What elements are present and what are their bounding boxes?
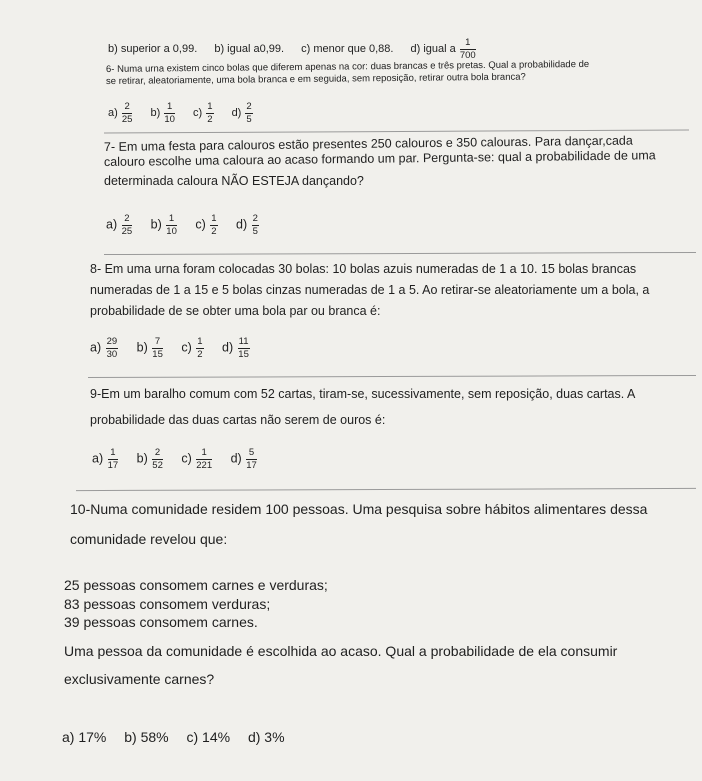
q6-option-a: a) $\frac{2}{25}$ bbox=[108, 101, 133, 125]
q10-text-line2: comunidade revelou que: bbox=[70, 531, 228, 547]
q9-option-d: d) $\frac{5}{17}$ bbox=[230, 447, 257, 471]
q10-text-line1: 10-Numa comunidade residem 100 pessoas. Uma pesquisa sobre hábitos alimentares dessa bbox=[70, 501, 648, 517]
q6-option-c: c) $\frac{1}{2}$ bbox=[192, 101, 213, 125]
q5-option-b2: b) igual a0,99. bbox=[214, 42, 285, 55]
divider bbox=[88, 375, 696, 378]
q7-options bbox=[106, 214, 274, 236]
q9-text-line2: probabilidade das duas cartas não serem de ouros é: bbox=[90, 413, 386, 427]
q9-option-c: c) $\frac{1}{221}$ bbox=[181, 447, 213, 471]
q10-question-line1: Uma pessoa da comunidade é escolhida ao acaso. Qual a probabilidade de ela consumir bbox=[64, 643, 618, 659]
q10-fact-3: 39 pessoas consomem carnes. bbox=[64, 614, 258, 630]
q9-text-line1: 9-Em um baralho comum com 52 cartas, tiram-se, sucessivamente, sem reposição, duas cartas. A bbox=[90, 387, 636, 401]
q7-text-line3: determinada caloura NÃO ESTEJA dançando? bbox=[104, 174, 364, 188]
q5-option-c: c) menor que 0,88. bbox=[301, 42, 394, 55]
q6-options bbox=[108, 102, 268, 124]
q10-option-a: a) 17% bbox=[62, 729, 107, 745]
q8-text-line1: 8- Em uma urna foram colocadas 30 bolas: 10 bolas azuis numeradas de 1 a 10. 15 bolas brancas bbox=[90, 262, 637, 276]
q5-option-b1: b) superior a 0,99. bbox=[108, 42, 198, 55]
q7-option-b: b) $\frac{1}{10}$ bbox=[150, 213, 177, 237]
q5-option-d: d) igual a $\frac{1}{700}$ bbox=[410, 37, 476, 61]
q8-option-b: b) $\frac{7}{15}$ bbox=[136, 336, 163, 360]
q10-fact-1: 25 pessoas consomem carnes e verduras; bbox=[64, 577, 328, 593]
q5-options bbox=[108, 38, 491, 60]
q8-option-c: c) $\frac{1}{2}$ bbox=[181, 336, 203, 360]
q6-text-line1: 6- Numa urna existem cinco bolas que diferem apenas na cor: duas brancas e três pretas. Qual a probabilidade de bbox=[105, 58, 590, 75]
q10-option-c: c) 14% bbox=[186, 729, 231, 745]
q7-option-a: a) $\frac{2}{25}$ bbox=[106, 213, 133, 237]
q7-option-d: d) $\frac{2}{5}$ bbox=[236, 213, 258, 237]
q7-option-c: c) $\frac{1}{2}$ bbox=[195, 213, 217, 237]
divider bbox=[104, 252, 696, 255]
q8-text-line3: probabilidade de se obter uma bola par ou branca é: bbox=[90, 304, 381, 318]
q10-option-d: d) 3% bbox=[247, 729, 285, 745]
q8-option-a: a) $\frac{29}{30}$ bbox=[90, 336, 118, 360]
q9-option-b: b) $\frac{2}{52}$ bbox=[136, 447, 163, 471]
q7-text-line1: 7- Em uma festa para calouros estão presentes 250 calouros e 350 calouras. Para dançar,cada bbox=[103, 133, 633, 154]
q10-option-b: b) 58% bbox=[124, 729, 169, 745]
q6-option-b: b) $\frac{1}{10}$ bbox=[150, 101, 175, 125]
q10-question-line2: exclusivamente carnes? bbox=[64, 671, 215, 687]
q6-option-d: d) $\frac{2}{5}$ bbox=[231, 101, 252, 125]
q8-text-line2: numeradas de 1 a 15 e 5 bolas cinzas numeradas de 1 a 5. Ao retirar-se aleatoriamente um a bola, a bbox=[90, 283, 650, 297]
q10-fact-2: 83 pessoas consomem verduras; bbox=[64, 596, 271, 612]
q9-option-a: a) $\frac{1}{17}$ bbox=[92, 447, 119, 471]
q7-text-line2: calouro escolhe uma caloura ao acaso formando um par. Pergunta-se: qual a probabilidade de uma bbox=[103, 148, 656, 169]
q6-text-line2: se retirar, aleatoriamente, uma bola branca e em seguida, sem reposição, retirar outra bola branca? bbox=[105, 71, 526, 87]
q8-option-d: d) $\frac{11}{15}$ bbox=[222, 336, 249, 360]
q9-options bbox=[92, 448, 272, 470]
q10-options bbox=[62, 729, 299, 745]
divider bbox=[76, 488, 696, 491]
q8-options bbox=[90, 337, 265, 359]
fraction: $\frac{1}{700}$ bbox=[459, 37, 476, 61]
